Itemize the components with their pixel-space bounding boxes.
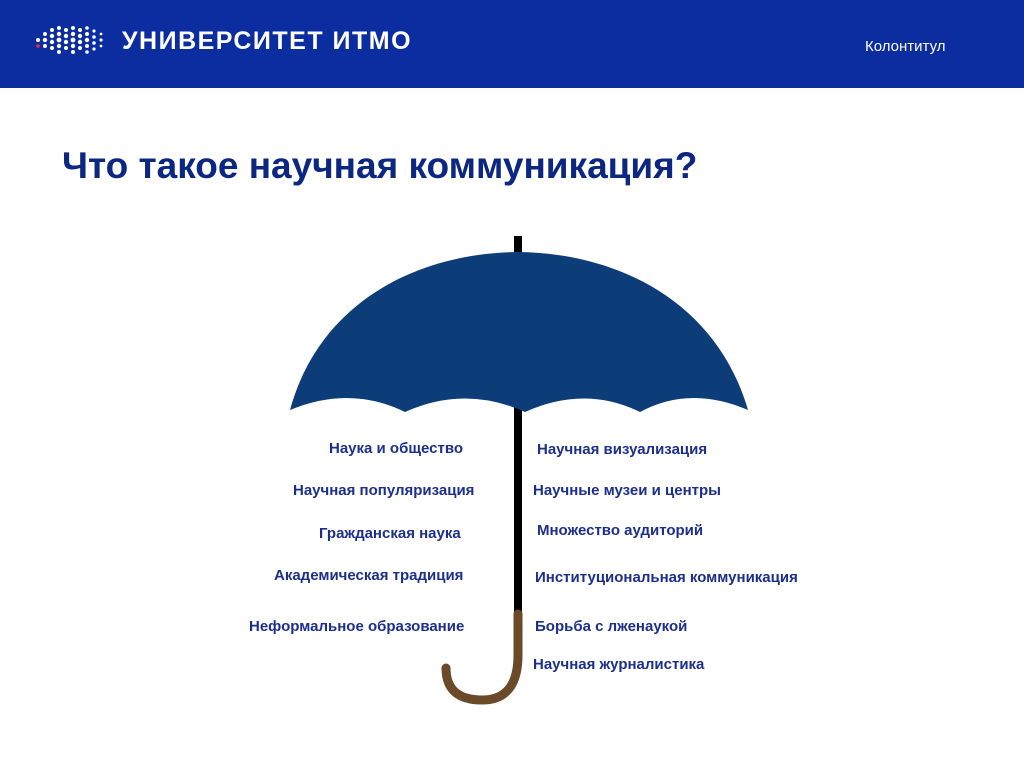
term-right-3: Множество аудиторий [537, 522, 704, 539]
term-left-3: Гражданская наука [319, 525, 461, 542]
slide-title: Что такое научная коммуникация? [62, 145, 698, 186]
term-right-6: Научная журналистика [533, 656, 705, 673]
term-left-4: Академическая традиция [274, 567, 464, 584]
term-right-4: Институциональная коммуникация [535, 569, 798, 586]
term-right-5: Борьба с лженаукой [535, 618, 688, 635]
term-left-2: Научная популяризация [293, 482, 475, 499]
term-right-1: Научная визуализация [537, 441, 708, 458]
term-left-1: Наука и общество [329, 440, 464, 457]
header-footer-label: Колонтитул [865, 38, 946, 55]
term-left-5: Неформальное образование [249, 618, 465, 635]
umbrella-canopy [290, 252, 748, 412]
term-right-2: Научные музеи и центры [533, 482, 721, 499]
university-logo-text: УНИВЕРСИТЕТ ИТМО [122, 27, 413, 55]
